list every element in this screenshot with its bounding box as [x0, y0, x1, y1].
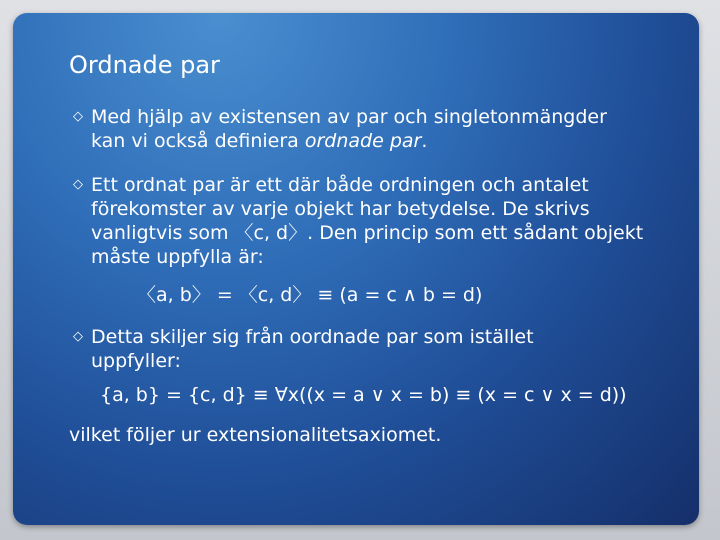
bullet-line	[91, 129, 673, 153]
bullet-item-1	[73, 105, 673, 153]
emphasis-text: ordnade par	[304, 130, 422, 152]
bullet-line: Med hjälp av existensen av par och singletonmängder	[91, 106, 607, 128]
text-segment: kan vi också definiera	[91, 130, 305, 152]
bullet-line: vanligtvis som 〈c, d〉. Den princip som ett sådant objekt	[91, 222, 644, 244]
bullet-line: Detta skiljer sig från oordnade par som istället	[91, 326, 534, 348]
bullet-line: måste uppfylla är:	[91, 246, 264, 268]
hollow-diamond-bullet-icon: ◇	[73, 177, 83, 192]
slide-panel	[13, 13, 699, 525]
bullet-line: uppfyller:	[91, 350, 181, 372]
bullet-line: förekomster av varje objekt har betydelse. De skrivs	[91, 198, 590, 220]
bullet-line: Ett ordnat par är ett där både ordningen och antalet	[91, 174, 589, 196]
slide-title: Ordnade par	[69, 51, 220, 79]
text-segment: .	[421, 130, 428, 152]
slide-content	[69, 105, 673, 447]
bullet-text	[91, 325, 673, 373]
hollow-diamond-bullet-icon: ◇	[73, 329, 83, 344]
bullet-item-2	[73, 173, 673, 269]
bullet-item-3	[73, 325, 673, 373]
closing-text: vilket följer ur extensionalitetsaxiomet.	[69, 424, 442, 446]
formula-unordered-pair: {a, b} = {c, d} ≡ ∀x((x = a ∨ x = b) ≡ (x = c ∨ x = d))	[100, 384, 627, 406]
hollow-diamond-bullet-icon: ◇	[73, 109, 83, 124]
bullet-text	[91, 105, 673, 153]
bullet-text	[91, 173, 673, 269]
formula-ordered-pair: 〈a, b〉 = 〈c, d〉 ≡ (a = c ∧ b = d)	[137, 284, 483, 306]
